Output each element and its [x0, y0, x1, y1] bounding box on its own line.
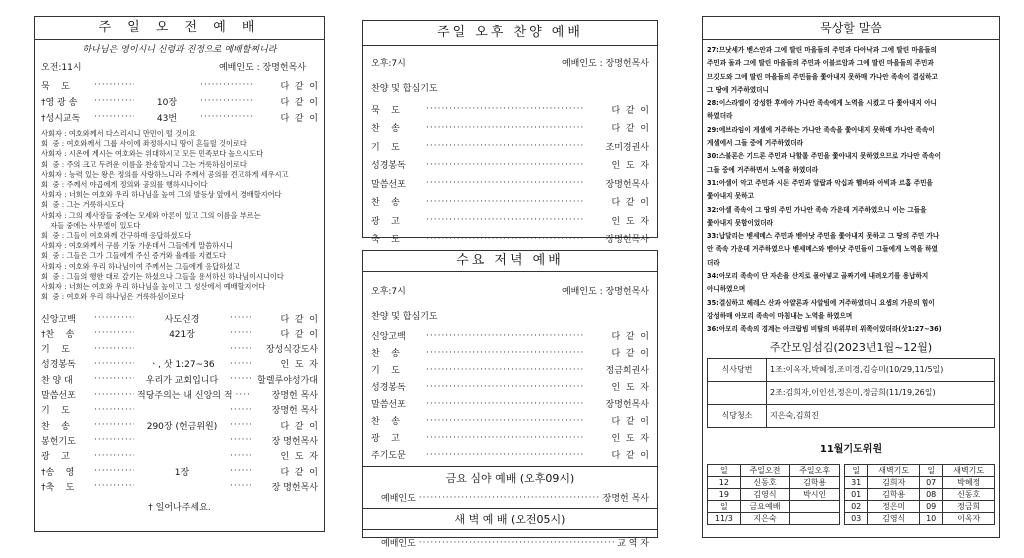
prayer-header: 새벽기도	[943, 464, 995, 476]
order-person: 인 도 자	[611, 161, 649, 172]
order-row	[371, 193, 649, 212]
prayer-cell: 이옥자	[943, 512, 995, 524]
prayer-cell: 일	[708, 500, 741, 512]
prayer-cell	[790, 512, 840, 524]
order-person: 다 같 이	[611, 332, 649, 342]
prayer-title: 11월기도위원	[819, 443, 883, 455]
verse-line: 더라	[707, 258, 720, 267]
prayer-row	[845, 512, 995, 524]
serve-row	[708, 358, 995, 381]
subtitle: 하나님은 영이시니 신령과 진정으로 예배할찌니라	[82, 45, 277, 55]
service-leader: 예배인도 : 장명헌목사	[561, 59, 649, 69]
order-label: 묵 도	[371, 105, 400, 116]
order-person: 다 같 이	[280, 81, 318, 92]
prayer-header: 일	[919, 464, 942, 476]
order-label: 묵 도	[41, 81, 70, 92]
prayer-cell: 31	[845, 476, 868, 488]
prayer-cell: 01	[845, 488, 868, 500]
prayer-header: 새벽기도	[868, 464, 920, 476]
order-label: 봉헌기도	[41, 436, 76, 447]
order-row	[41, 356, 318, 371]
order-person: 장 명헌목사	[271, 482, 318, 493]
verse-line: 게셀에서 그들 중에 거주하였더라	[707, 139, 804, 148]
order-label: †찬 송	[41, 329, 75, 340]
order-row	[371, 100, 649, 119]
reading-line: 회 중 : 주께서 야곱에게 정의와 공의를 행하시나이다	[41, 180, 208, 190]
order-detail: 1장	[174, 467, 190, 478]
verse-line: 33:납달리는 벧세메스 주민과 벧아낫 주민을 쫓아내지 못하고 그 땅의 주민 가나	[707, 232, 940, 241]
order-detail: 421장	[169, 329, 195, 340]
order-person: 다 같 이	[611, 417, 649, 427]
service-time: 오후:7시	[371, 59, 406, 69]
prayer-row	[845, 476, 995, 488]
prayer-cell: 03	[845, 512, 868, 524]
prayer-cell: 신동호	[740, 476, 790, 488]
verse-line: 므깃도와 그에 딸린 마을들의 주민들을 쫓아내지 못하매 가나안 족속이 결심하고	[707, 72, 938, 81]
order-label: 찬 양 대	[41, 375, 73, 386]
order-label: 말씀선포	[41, 391, 76, 402]
order-label: 광 고	[41, 452, 70, 463]
order-detail: 290장 (헌금위원)	[146, 421, 218, 432]
order-row	[41, 463, 318, 478]
order-person: 다 같 이	[280, 421, 318, 432]
prayer-cell: 02	[845, 500, 868, 512]
verse-line: 34:아모리 족속이 단 자손을 산지로 몰아넣고 골짜기에 내려오기를 용납하지	[707, 272, 929, 281]
serve-detail: 2조:김희자,이인선,정은미,정금희(11/19,26일)	[767, 381, 995, 404]
verse-line: 그들 중에 거주하면서 노역을 하였더라	[707, 165, 819, 174]
prayer-row	[708, 512, 840, 524]
order-label: 주기도문	[371, 451, 406, 461]
order-person: 장명헌 목사	[271, 391, 318, 402]
order-row	[41, 433, 318, 448]
order-label: 기 도	[371, 366, 400, 376]
prayer-cell: 박시인	[790, 488, 840, 500]
order-detail: 적당주의는 내 신앙의 적	[137, 391, 233, 402]
verse-line: 안 족속 가운데 거주하였으나 벧세메스와 벧아낫 주민들이 그들에게 노역을 하였	[707, 245, 938, 254]
prayer-cell	[790, 500, 840, 512]
order-label: 신앙고백	[371, 332, 406, 342]
order-person: 장성식강도사	[265, 345, 318, 356]
verse-line: 강성하매 아모리 족속이 마침내는 노역을 하였으며	[707, 311, 853, 320]
section-label: 찬양 및 합심기도	[371, 312, 438, 322]
serve-row	[708, 381, 995, 404]
meditation-verses	[707, 44, 995, 337]
order-person: 다 같 이	[280, 329, 318, 340]
morning-service-title: 주 일 오 전 예 배	[34, 16, 325, 40]
order-row	[41, 310, 318, 325]
responsive-reading	[41, 129, 318, 302]
order-label: 광 고	[371, 434, 400, 444]
order-person: 다 같 이	[611, 105, 649, 116]
order-row	[41, 341, 318, 356]
verse-line: 쫓아내지 못하고	[707, 192, 754, 201]
prayer-cell: 김학용	[790, 476, 840, 488]
verse-line: 30:스불론은 기드론 주민과 나할롤 주민을 쫓아내지 못하였으므로 가나안 족속이	[707, 152, 942, 161]
order-label: 광 고	[371, 216, 400, 227]
order-label: 기 도	[41, 345, 70, 356]
prayer-cell: 지은숙	[740, 512, 790, 524]
order-person: 장명헌목사	[605, 400, 649, 410]
order-person: 인 도 자	[611, 216, 649, 227]
serve-detail: 1조:이옥자,박혜정,조미경,김승미(10/29,11/5일)	[767, 358, 995, 381]
order-detail: 우리가 교회입니다	[145, 375, 219, 386]
prayer-header: 주일오후	[790, 464, 840, 476]
order-person: 다 같 이	[280, 113, 318, 124]
order-label: †영 광 송	[41, 97, 78, 108]
order-row	[371, 230, 649, 249]
dawn-service-title: 새 벽 예 배 (오전05시)	[363, 508, 657, 530]
prayer-cell: 김희자	[868, 476, 920, 488]
reading-line: 회 중 : 그들이 여호와께 간구하매 응답하셨도다	[41, 231, 192, 241]
prayer-row	[708, 476, 840, 488]
order-label: 말씀선포	[371, 179, 406, 190]
order-person: 장명헌목사	[605, 235, 649, 246]
order-row	[371, 429, 649, 446]
prayer-cell: 김영식	[740, 488, 790, 500]
verse-line: 36:아모리 족속의 경계는 아크랍빔 비탈의 바위부터 위쪽이었더라(삿1:27~36)	[707, 325, 942, 334]
prayer-cell: 11/3	[708, 512, 741, 524]
serve-role	[708, 381, 767, 404]
reading-line: 사회자 : 시온에 계시는 여호와는 위대하시고 모든 민족보다 높으시도다	[41, 149, 264, 159]
order-row	[41, 109, 318, 125]
order-label: 찬 송	[371, 349, 400, 359]
verse-line: 주민과 돌과 그에 딸린 마을들의 주민과 이블르암과 그에 딸린 마을들의 주민과	[707, 59, 934, 68]
serve-table	[707, 358, 995, 428]
wednesday-service-title: 수요 저녁 예배	[362, 250, 658, 272]
wednesday-service-panel	[362, 250, 658, 549]
group-title: 주간모임섬김(2023년1월~12월)	[769, 340, 933, 354]
order-person: 다 같 이	[611, 451, 649, 461]
order-row	[371, 378, 649, 395]
order-label: †성시교독	[41, 113, 81, 124]
order-person: 정금희권사	[605, 366, 649, 376]
order-row	[41, 418, 318, 433]
meditation-panel	[702, 16, 1000, 538]
verse-line: 27:므낫세가 벧스안과 그에 딸린 마을들의 주민과 다아낙과 그에 딸린 마을들의	[707, 46, 937, 54]
verse-line: 하였더라	[707, 112, 733, 121]
prayer-row	[845, 488, 995, 500]
section-label: 찬양 및 합심기도	[371, 84, 438, 94]
order-label: 찬 송	[371, 417, 400, 427]
reading-line: 회 중 : 그는 거룩하시도다	[41, 200, 125, 210]
order-person: 다 같 이	[280, 314, 318, 325]
morning-service-body	[34, 40, 325, 532]
order-person: 할렐루야성가대	[257, 375, 318, 386]
order-detail: 10장	[156, 97, 178, 108]
serve-detail: 지은숙,김희진	[767, 404, 995, 427]
order-person: 인 도 자	[280, 452, 318, 463]
order-person: 장 명헌목사	[271, 436, 318, 447]
verse-line: 32:아셀 족속이 그 땅의 주민 가나안 족속 가운데 거주하였으니 이는 그들을	[707, 205, 927, 214]
reading-line: 회 중 : 여호와께서 그룹 사이에 좌정하시니 땅이 흔들릴 것이로다	[41, 139, 247, 149]
prayer-header: 주일오전	[740, 464, 790, 476]
verse-line: 28:이스라엘이 강성한 후에야 가나안 족속에게 노역을 시켰고 다 쫓아내지 아니	[707, 99, 937, 108]
order-person: 인 도 자	[280, 360, 318, 371]
verse-line: 31:아셀이 악고 주민과 시돈 주민과 알랍과 악십과 헬바와 아빅과 르홉 주민을	[707, 178, 933, 187]
prayer-cell: 신동호	[943, 488, 995, 500]
order-row	[371, 137, 649, 156]
morning-service-panel	[34, 16, 325, 532]
afternoon-service-panel	[362, 20, 658, 246]
meditation-title: 묵상할 말씀	[702, 16, 1000, 40]
serve-row	[708, 404, 995, 427]
order-person: 장명헌 목사	[271, 406, 318, 417]
prayer-cell: 10	[919, 512, 942, 524]
order-label: 성경봉독	[371, 161, 406, 172]
service-time: 오전:11시	[41, 63, 82, 73]
order-person: 다 같 이	[611, 198, 649, 209]
order-label: 찬 송	[371, 124, 400, 135]
order-detail: ㆍ, 삿 1:27~36	[149, 360, 215, 371]
friday-leader-row: 예배인도 ····· 장명헌 목사	[371, 491, 649, 504]
prayer-cell: 금요예배	[740, 500, 790, 512]
order-label: 기 도	[41, 406, 70, 417]
order-row	[371, 327, 649, 344]
order-row	[41, 372, 318, 387]
prayer-cell: 19	[708, 488, 741, 500]
dawn-leader-row: 예배인도 ····· 교 역 자	[371, 536, 649, 549]
prayer-cell: 정금희	[943, 500, 995, 512]
order-label: 찬 송	[41, 421, 70, 432]
verse-line: 그 땅에 거주하였더니	[707, 85, 769, 94]
prayer-cell: 08	[919, 488, 942, 500]
order-person: 다 같 이	[280, 97, 318, 108]
afternoon-service-title: 주일 오후 찬양 예배	[362, 20, 658, 46]
order-label: 찬 송	[371, 198, 400, 209]
reading-line: 사회자 : 여호와께서 다스리시니 만민이 떨 것이요	[41, 129, 196, 138]
reading-line: 사회자 : 그의 제사장들 중에는 모세와 아론이 있고 그의 이름을 부르는	[41, 210, 261, 220]
order-row	[371, 361, 649, 378]
prayer-cell: 김학용	[868, 488, 920, 500]
order-label: 기 도	[371, 142, 400, 153]
prayer-table-left	[707, 464, 840, 525]
order-person: 인 도 자	[611, 434, 649, 444]
order-person: 다 같 이	[611, 349, 649, 359]
reading-line: 회 중 : 주의 크고 두려운 이름을 찬송할지니 그는 거룩하심이로다	[41, 159, 247, 169]
order-row	[41, 479, 318, 494]
order-row	[41, 448, 318, 463]
reading-line: 회 중 : 여호와 우리 하나님은 거룩하심이로다	[41, 292, 185, 302]
verse-line: 35:결심하고 헤레스 산과 아얄론과 사알빔에 거주하였더니 요셉의 가문의 힘이	[707, 298, 935, 307]
prayer-header: 일	[845, 464, 868, 476]
order-person: 장명헌목사	[605, 179, 649, 190]
order-row	[371, 156, 649, 175]
order-row	[371, 412, 649, 429]
order-person: 다 같 이	[611, 124, 649, 135]
prayer-cell: 김영식	[868, 512, 920, 524]
order-row	[41, 402, 318, 417]
prayer-header: 일	[708, 464, 741, 476]
service-leader: 예배인도 : 장명헌목사	[561, 287, 649, 297]
reading-line: 사회자 : 여호와 우리 하나님이여 주께서는 그들에게 응답하셨고	[41, 261, 240, 271]
prayer-row	[708, 488, 840, 500]
order-label: 축 도	[371, 235, 400, 246]
serve-role: 식사당번	[708, 358, 767, 381]
order-row	[41, 93, 318, 109]
order-label: †송 영	[41, 467, 75, 478]
order-row	[371, 119, 649, 138]
prayer-row	[708, 500, 840, 512]
order-row	[371, 174, 649, 193]
order-row	[371, 344, 649, 361]
order-person: 다 같 이	[280, 467, 318, 478]
order-label: †축 도	[41, 482, 75, 493]
order-label: 성경봉독	[41, 360, 76, 371]
order-detail: 사도신경	[164, 314, 200, 325]
reading-line: 사회자 : 너희는 여호와 우리 하나님을 높이고 그 성산에서 예배할지어다	[41, 282, 266, 292]
verse-line: 29:에브라임이 게셀에 거주하는 가나안 족속을 쫓아내지 못하매 가나안 족속이	[707, 125, 935, 134]
reading-line: 사회자 : 능력 있는 왕은 정의를 사랑하느니라 주께서 공의를 견고하게 세우시고	[41, 169, 289, 179]
order-row	[41, 326, 318, 341]
friday-service-title: 금요 심야 예배 (오후09시)	[363, 466, 657, 486]
verse-line: 아니하였으며	[707, 285, 746, 294]
order-person: 인 도 자	[611, 383, 649, 393]
prayer-cell: 07	[919, 476, 942, 488]
order-row	[371, 211, 649, 230]
prayer-row	[845, 500, 995, 512]
order-row	[41, 77, 318, 93]
reading-line: 회 중 : 그들은 그가 그들에게 주신 증거와 율례를 지켰도다	[41, 251, 226, 261]
order-detail: 43번	[156, 113, 178, 124]
verse-line: 쫓아내지 못함이었더라	[707, 218, 773, 227]
order-row	[371, 395, 649, 412]
reading-line: 사회자 : 너희는 여호와 우리 하나님을 높여 그의 발등상 앞에서 경배할지어다	[41, 190, 282, 200]
service-leader: 예배인도 : 장명헌목사	[218, 63, 306, 73]
order-row	[41, 387, 318, 402]
prayer-cell: 09	[919, 500, 942, 512]
service-time: 오후:7시	[371, 287, 406, 297]
order-label: 신앙고백	[41, 314, 76, 325]
prayer-cell: 정은미	[868, 500, 920, 512]
order-label: 말씀선포	[371, 400, 406, 410]
prayer-cell: 박혜정	[943, 476, 995, 488]
footer-note: † 일어나주세요.	[148, 503, 211, 514]
reading-line: 회 중 : 그들의 행한 대로 갚기는 하셨으나 그들을 용서하신 하나님이시니이다	[41, 271, 284, 281]
prayer-table-right	[844, 464, 995, 525]
serve-role: 식당청소	[708, 404, 767, 427]
order-row	[371, 446, 649, 463]
prayer-cell: 12	[708, 476, 741, 488]
order-person: 조미경권사	[605, 142, 649, 153]
reading-line: 사회자 : 여호와께서 구름 기둥 가운데서 그들에게 말씀하시니	[41, 241, 233, 251]
order-label: 성경봉독	[371, 383, 406, 393]
reading-line: 자들 중에는 사무엘이 있도다	[41, 220, 141, 230]
